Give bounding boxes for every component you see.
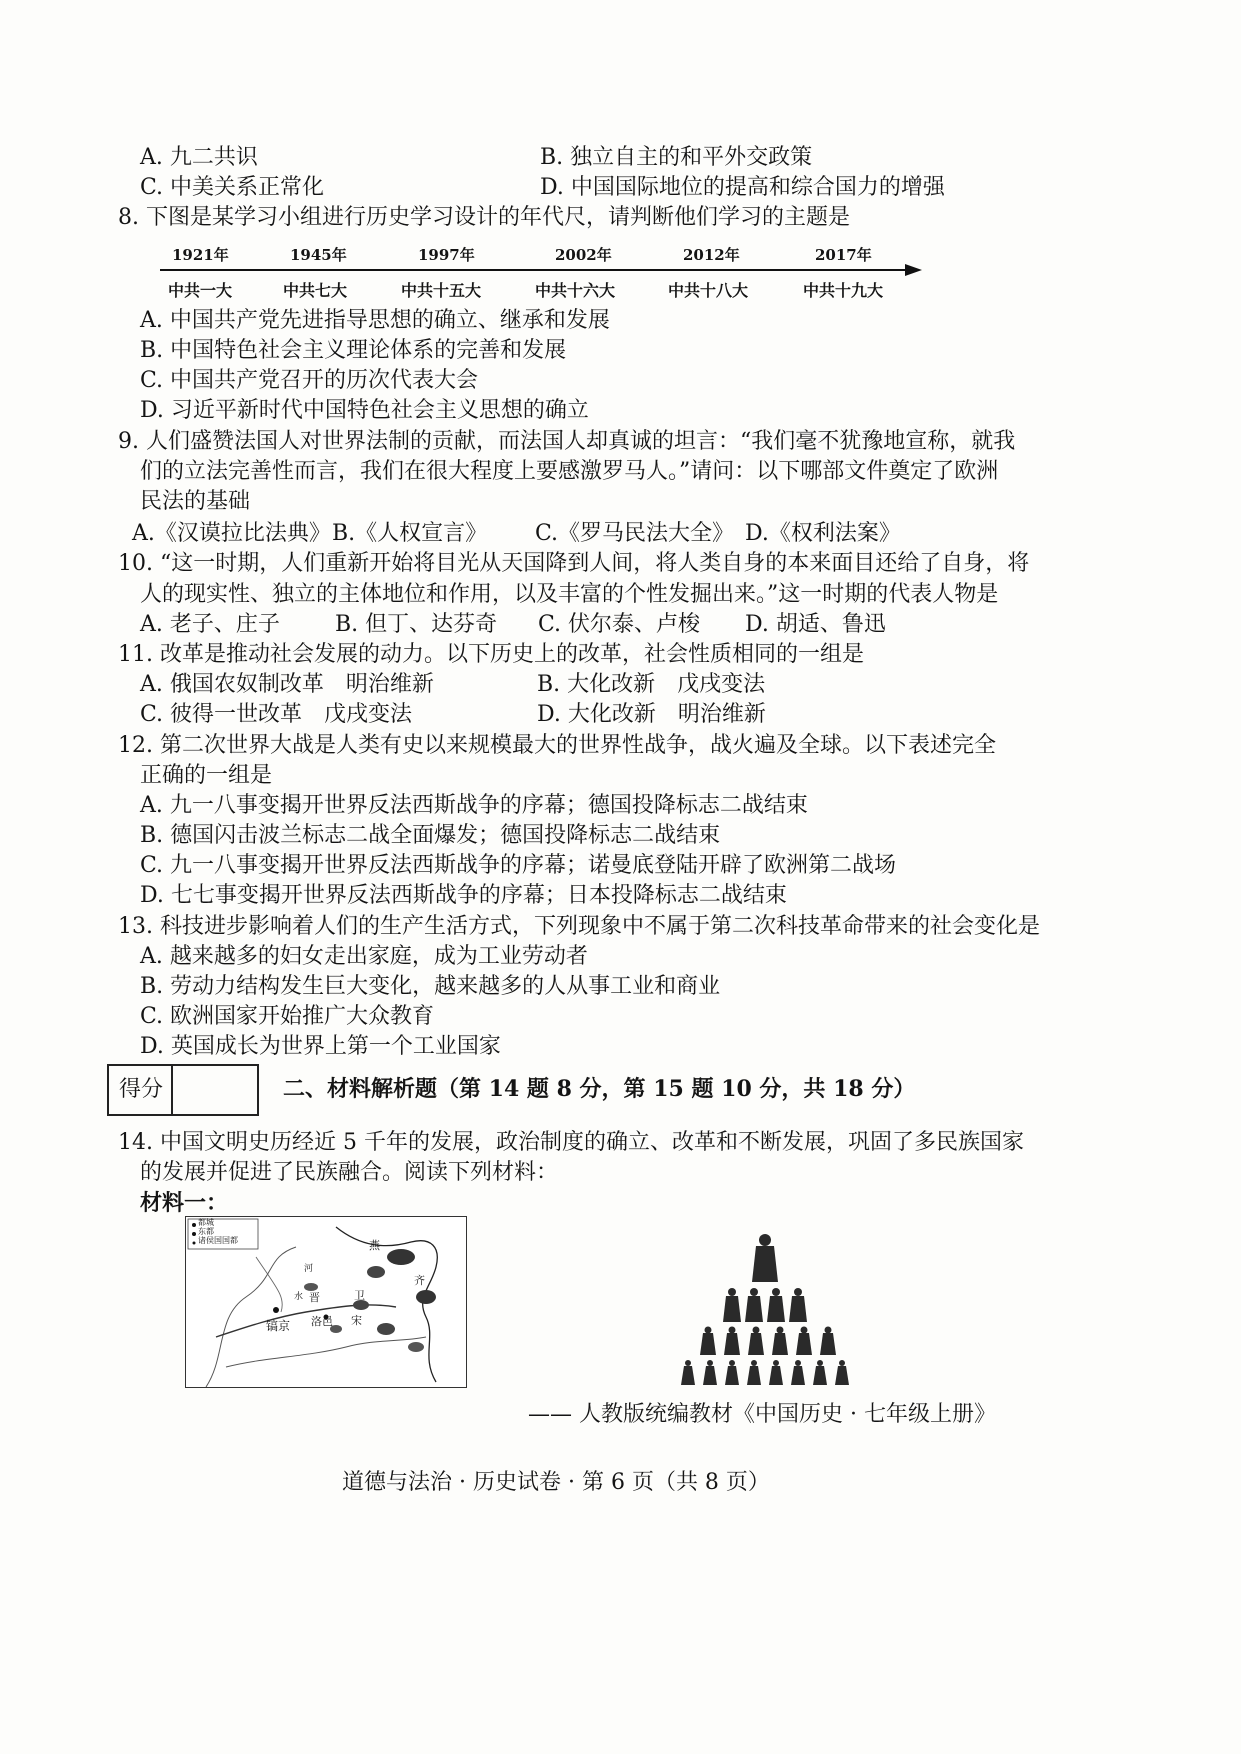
q13-option-b: B. 劳动力结构发生巨大变化，越来越多的人从事工业和商业 xyxy=(140,974,721,999)
timeline-label-7: 中共七大 xyxy=(283,281,348,300)
map-label-he: 河 xyxy=(304,1264,314,1274)
timeline-year-2017: 2017年 xyxy=(815,246,872,264)
q12-stem-line2: 正确的一组是 xyxy=(140,763,273,788)
timeline-year-1921: 1921年 xyxy=(172,246,229,264)
q8-option-c: C. 中国共产党召开的历次代表大会 xyxy=(140,368,479,393)
map-label-shui: 水 xyxy=(294,1292,304,1302)
score-label: 得分 xyxy=(119,1077,164,1102)
q12-option-d: D. 七七事变揭开世界反法西斯战争的序幕；日本投降标志二战结束 xyxy=(140,883,787,908)
q13-stem: 13. 科技进步影响着人们的生产生活方式，下列现象中不属于第二次科技革命带来的社会变化是 xyxy=(118,914,1040,939)
q8-stem: 8. 下图是某学习小组进行历史学习设计的年代尺，请判断他们学习的主题是 xyxy=(118,205,850,230)
q10-option-a: A. 老子、庄子 xyxy=(140,612,280,637)
zhou-map xyxy=(185,1216,467,1388)
timeline-year-1945: 1945年 xyxy=(290,246,347,264)
q10-option-b: B. 但丁、达芬奇 xyxy=(335,612,498,637)
q11-stem: 11. 改革是推动社会发展的动力。以下历史上的改革，社会性质相同的一组是 xyxy=(118,642,864,667)
map-label-wei: 卫 xyxy=(354,1289,365,1302)
q14-stem-line2: 的发展并促进了民族融合。阅读下列材料： xyxy=(140,1160,559,1185)
map-legend-vassal: 诸侯国国都 xyxy=(198,1236,238,1245)
q7-option-c: C. 中美关系正常化 xyxy=(140,175,325,200)
section2-title: 二、材料解析题（第 14 题 8 分，第 15 题 10 分，共 18 分） xyxy=(283,1076,916,1102)
timeline-label-16: 中共十六大 xyxy=(535,281,616,300)
map-label-qi: 齐 xyxy=(414,1274,425,1287)
map-label-yan: 燕 xyxy=(369,1239,380,1252)
map-label-haojing: 镐京 xyxy=(266,1319,291,1333)
map-label-jin: 晋 xyxy=(309,1291,320,1304)
q11-option-a: A. 俄国农奴制改革 明治维新 xyxy=(140,672,434,697)
q12-stem-line1: 12. 第二次世界大战是人类有史以来规模最大的世界性战争，战火遍及全球。以下表述完全 xyxy=(118,733,996,758)
timeline-arrow xyxy=(160,262,925,278)
q7-option-a: A. 九二共识 xyxy=(140,145,258,170)
q12-option-b: B. 德国闪击波兰标志二战全面爆发；德国投降标志二战结束 xyxy=(140,823,721,848)
q12-option-c: C. 九一八事变揭开世界反法西斯战争的序幕；诺曼底登陆开辟了欧洲第二战场 xyxy=(140,853,897,878)
q8-option-d: D. 习近平新时代中国特色社会主义思想的确立 xyxy=(140,398,589,423)
q9-option-b: B.《人权宣言》 xyxy=(332,521,488,546)
map-legend-east-capital: 东都 xyxy=(198,1227,214,1236)
q10-option-d: D. 胡适、鲁迅 xyxy=(745,612,886,637)
score-field[interactable] xyxy=(175,1070,253,1110)
q13-option-c: C. 欧洲国家开始推广大众教育 xyxy=(140,1004,435,1029)
map-legend-capital: 都城 xyxy=(198,1218,214,1227)
q13-option-a: A. 越来越多的妇女走出家庭，成为工业劳动者 xyxy=(140,944,588,969)
q11-option-c: C. 彼得一世改革 戊戌变法 xyxy=(140,702,413,727)
q9-option-c: C.《罗马民法大全》 xyxy=(535,521,735,546)
q14-stem-line1: 14. 中国文明史历经近 5 千年的发展，政治制度的确立、改革和不断发展，巩固了多民族国家 xyxy=(118,1130,1024,1155)
q11-option-b: B. 大化改新 戊戌变法 xyxy=(537,672,766,697)
q12-option-a: A. 九一八事变揭开世界反法西斯战争的序幕；德国投降标志二战结束 xyxy=(140,793,808,818)
timeline-year-2002: 2002年 xyxy=(555,246,612,264)
q9-stem-line3: 民法的基础 xyxy=(140,489,251,514)
q7-option-b: B. 独立自主的和平外交政策 xyxy=(540,145,813,170)
q8-option-b: B. 中国特色社会主义理论体系的完善和发展 xyxy=(140,338,567,363)
figure-king xyxy=(752,1234,778,1282)
timeline-label-1: 中共一大 xyxy=(168,281,233,300)
q14-material-source: —— 人教版统编教材《中国历史 · 七年级上册》 xyxy=(528,1402,996,1427)
q13-option-d: D. 英国成长为世界上第一个工业国家 xyxy=(140,1034,501,1059)
q9-stem-line2: 们的立法完善性而言，我们在很大程度上要感激罗马人。”请问：以下哪部文件奠定了欧洲 xyxy=(140,459,999,484)
feudal-hierarchy-pyramid xyxy=(670,1230,860,1390)
page-footer: 道德与法治 · 历史试卷 · 第 6 页（共 8 页） xyxy=(342,1470,770,1495)
timeline-label-19: 中共十九大 xyxy=(803,281,884,300)
q9-option-a: A.《汉谟拉比法典》 xyxy=(132,521,331,546)
q11-option-d: D. 大化改新 明治维新 xyxy=(537,702,766,727)
score-box xyxy=(107,1064,259,1116)
q9-stem-line1: 9. 人们盛赞法国人对世界法制的贡献，而法国人却真诚的坦言：“我们毫不犹豫地宣称，就我 xyxy=(118,429,1016,454)
q10-stem-line2: 人的现实性、独立的主体地位和作用，以及丰富的个性发掘出来。”这一时期的代表人物是 xyxy=(140,582,999,607)
q10-stem-line1: 10. “这一时期，人们重新开始将目光从天国降到人间，将人类自身的本来面目还给了自身，将 xyxy=(118,551,1030,576)
timeline-year-2012: 2012年 xyxy=(683,246,740,264)
timeline-label-18: 中共十八大 xyxy=(668,281,749,300)
timeline-year-1997: 1997年 xyxy=(418,246,475,264)
q8-option-a: A. 中国共产党先进指导思想的确立、继承和发展 xyxy=(140,308,610,333)
timeline-label-15: 中共十五大 xyxy=(401,281,482,300)
q9-option-d: D.《权利法案》 xyxy=(745,521,901,546)
map-label-song: 宋 xyxy=(351,1314,362,1327)
map-label-luoyi: 洛邑 xyxy=(311,1315,333,1328)
q10-option-c: C. 伏尔泰、卢梭 xyxy=(538,612,701,637)
material1-label: 材料一： xyxy=(140,1190,229,1216)
q7-option-d: D. 中国国际地位的提高和综合国力的增强 xyxy=(540,175,945,200)
